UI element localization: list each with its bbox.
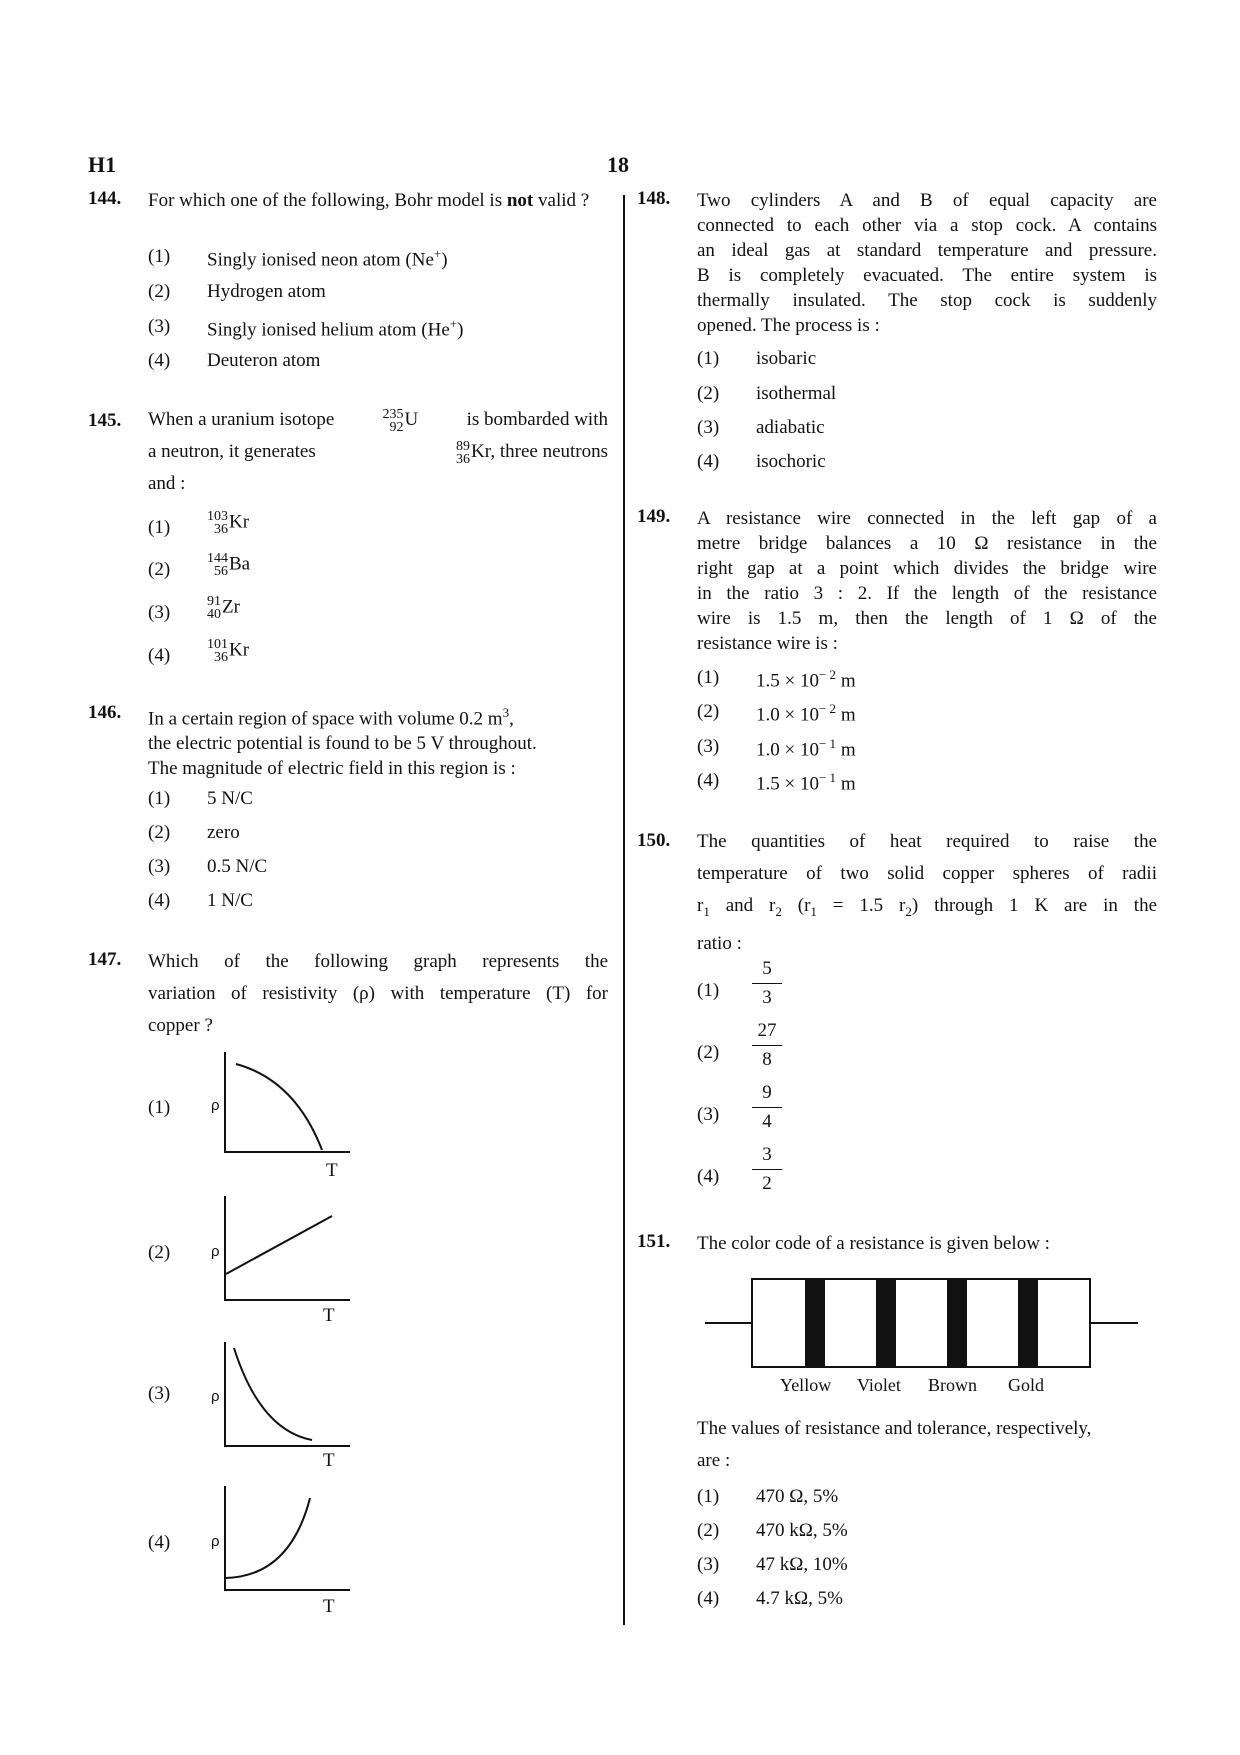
question-text: The quantities of heat required to raise the temperature of two solid copper spheres of radii $r_1$ and $r_2$ ($r_1 = 1.5$ $r_2$) through 1 K are in the ratio : <box>697 831 1158 954</box>
band-label: Violet <box>857 1375 901 1395</box>
option-text: $1.5 \times 10^{- 2}$ m <box>756 667 856 692</box>
question-text: A resistance wire connected in the left gap of a metre bridge balances a 10 Ω resistance in the right gap at a point which divides the bridge wire in the ratio 3 : 2. If the length of the resistance wire is 1.5 m, then the length of 1 Ω of the resistance wire is : <box>697 508 1157 654</box>
option-number: (1) <box>697 980 720 1001</box>
option-number: (2) <box>148 1242 171 1263</box>
band-yellow <box>805 1280 825 1366</box>
question-number: 147. <box>88 949 122 970</box>
graph-x-label: T <box>323 1596 335 1617</box>
option-text: 5 N/C <box>207 788 253 809</box>
graph-4-increasing-convex <box>220 1484 355 1594</box>
question-number: 150. <box>637 830 671 851</box>
option-text: zero <box>207 822 240 843</box>
option-text: 47 kΩ, 10% <box>756 1554 848 1575</box>
question-text: Two cylinders A and B of equal capacity are connected to each other via a stop cock. A contains an ideal gas at standard temperature and pressure. B is completely evacuated. The entire system is thermally insulated. The stop cock is suddenly opened. The process is : <box>697 190 1157 336</box>
option-text: 144 56 Ba <box>207 551 251 579</box>
question-text-continued: The values of resistance and tolerance, respectively, are : <box>697 1418 1092 1471</box>
option-text: $1.0 \times 10^{- 1}$ m <box>756 736 856 761</box>
option-text: isochoric <box>756 451 826 472</box>
band-gold <box>1018 1280 1038 1366</box>
question-text: When a uranium isotope 235 92 U is bombarded with a neutron, it generates 89 36 Kr, three neutrons and : <box>148 406 608 494</box>
option-text: Hydrogen atom <box>207 281 326 302</box>
graph-y-label: ρ <box>211 1533 220 1550</box>
band-violet <box>876 1280 896 1366</box>
option-number: (1) <box>697 348 720 369</box>
option-number: (4) <box>148 645 171 666</box>
question-text: Which of the following graph represents the variation of resistivity (ρ) with temperature (T) for copper ? <box>148 951 608 1036</box>
option-number: (2) <box>697 383 720 404</box>
option-text: 91 40 Zr <box>207 594 240 622</box>
option-text: 1 N/C <box>207 890 253 911</box>
graph-x-label: T <box>326 1160 338 1181</box>
graph-3-decreasing-convex <box>220 1340 355 1450</box>
option-text: adiabatic <box>756 417 825 438</box>
option-number: (2) <box>148 281 171 302</box>
option-text: 470 kΩ, 5% <box>756 1520 848 1541</box>
option-number: (1) <box>697 1486 720 1507</box>
option-number: (4) <box>148 350 171 371</box>
option-number: (1) <box>148 246 171 267</box>
question-text: The color code of a resistance is given below : <box>697 1233 1050 1254</box>
band-brown <box>947 1280 967 1366</box>
option-text: $1.5 \times 10^{- 1}$ m <box>756 770 856 795</box>
fraction: $\frac{5}{3}$ <box>752 958 782 1009</box>
option-number: (3) <box>148 856 171 877</box>
resistor-color-code-diagram <box>700 1275 1140 1375</box>
graph-1-decreasing-concave <box>220 1050 355 1160</box>
option-number: (3) <box>697 1104 720 1125</box>
option-text: Deuteron atom <box>207 350 321 371</box>
option-text: isothermal <box>756 383 837 404</box>
option-number: (1) <box>148 788 171 809</box>
option-number: (1) <box>697 667 720 688</box>
fraction: $\frac{3}{2}$ <box>752 1144 782 1195</box>
band-label: Gold <box>1008 1375 1044 1395</box>
option-text: 0.5 N/C <box>207 856 268 877</box>
option-number: (3) <box>697 1554 720 1575</box>
graph-y-label: ρ <box>211 1243 220 1260</box>
option-text: $1.0 \times 10^{- 2}$ m <box>756 701 856 726</box>
column-divider <box>623 195 625 1625</box>
graph-2-linear-increasing <box>220 1194 355 1304</box>
option-text: Singly ionised neon atom (Ne+) <box>207 246 448 271</box>
fraction: $\frac{27}{8}$ <box>752 1020 782 1071</box>
question-number: 146. <box>88 702 122 723</box>
option-number: (3) <box>697 417 720 438</box>
option-number: (4) <box>697 770 720 791</box>
question-text: In a certain region of space with volume 0.2 $m^3$, the electric potential is found to be 5 V throughout. The magnitude of electric field in this region is : <box>148 705 537 780</box>
option-text: 470 Ω, 5% <box>756 1486 839 1507</box>
option-number: (2) <box>148 559 171 580</box>
question-number: 144. <box>88 188 122 209</box>
option-number: (4) <box>697 451 720 472</box>
option-number: (3) <box>148 1383 171 1404</box>
question-number: 149. <box>637 506 671 527</box>
option-number: (3) <box>148 316 171 337</box>
graph-x-label: T <box>323 1450 335 1471</box>
option-number: (2) <box>148 822 171 843</box>
page-number: 18 <box>607 152 629 177</box>
option-text: 103 36 Kr <box>207 509 250 537</box>
option-number: (1) <box>148 517 171 538</box>
option-text: isobaric <box>756 348 817 369</box>
graph-y-label: ρ <box>211 1388 220 1405</box>
graph-x-label: T <box>323 1305 335 1326</box>
graph-y-label: ρ <box>211 1097 220 1114</box>
option-number: (4) <box>148 890 171 911</box>
option-number: (1) <box>148 1097 171 1118</box>
option-number: (4) <box>697 1588 720 1609</box>
option-number: (4) <box>148 1532 171 1553</box>
question-number: 148. <box>637 188 671 209</box>
option-number: (3) <box>697 736 720 757</box>
option-number: (2) <box>697 1042 720 1063</box>
option-number: (2) <box>697 701 720 722</box>
option-number: (2) <box>697 1520 720 1541</box>
question-number: 145. <box>88 410 122 431</box>
option-number: (4) <box>697 1166 720 1187</box>
band-label: Yellow <box>780 1375 832 1395</box>
question-text: For which one of the following, Bohr model is not valid ? <box>148 190 590 211</box>
fraction: $\frac{9}{4}$ <box>752 1082 782 1133</box>
band-label: Brown <box>928 1375 977 1395</box>
option-text: Singly ionised helium atom (He+) <box>207 316 464 341</box>
question-number: 151. <box>637 1231 671 1252</box>
option-text: 4.7 kΩ, 5% <box>756 1588 843 1609</box>
paper-code: H1 <box>88 152 117 177</box>
option-text: 101 36 Kr <box>207 637 250 665</box>
option-number: (3) <box>148 602 171 623</box>
